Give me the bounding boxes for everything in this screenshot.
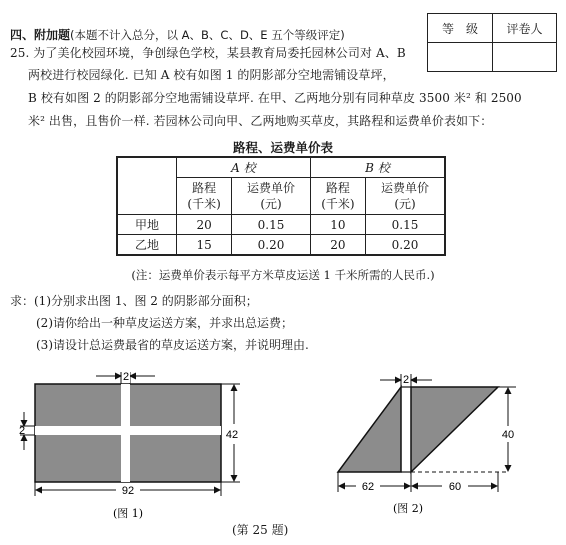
figure2-top-gap-label: 2	[402, 374, 410, 386]
question-3: (3)请设计总运费最省的草皮运送方案，并说明理由.	[36, 338, 309, 352]
row-place: 甲地	[117, 215, 177, 235]
table-corner	[117, 157, 177, 215]
figure1-width-label: 92	[121, 485, 135, 497]
cell-a-price: 0.15	[232, 215, 311, 235]
table-remark: (注：运费单价表示每平方米草皮运送 1 千米所需的人民币.)	[131, 268, 435, 282]
figure1-top-gap-label: 2	[122, 371, 130, 383]
a-distance-header	[177, 178, 232, 215]
figure2-left-lawn	[338, 387, 401, 472]
figure2-base-right-label: 60	[448, 481, 462, 493]
question-1: 求：(1)分别求出图 1、图 2 的阴影部分面积；	[10, 294, 258, 308]
school-a-header: A 校	[177, 157, 311, 178]
a-price-header	[232, 178, 311, 215]
cell-a-distance: 20	[177, 215, 232, 235]
grade-label: 等 级	[428, 14, 493, 43]
question-2: (2)请你给出一种草皮运送方案，并求出总运费；	[36, 316, 293, 330]
b-price-header	[366, 178, 445, 215]
section-title-text: 四、附加题	[10, 28, 71, 42]
figure1-horizontal-road	[35, 426, 221, 435]
section-title	[10, 26, 345, 43]
cell-b-price: 0.15	[366, 215, 445, 235]
grader-label: 评卷人	[492, 14, 556, 43]
price-table	[116, 156, 446, 256]
problem-line-4: 米² 出售，且售价一样. 若园林公司向甲、乙两地购买草皮，其路程和运费单价表如下：	[28, 114, 493, 128]
grader-cell[interactable]	[492, 43, 556, 72]
figure2-caption: (图 2)	[392, 502, 424, 515]
problem-number-title: (第 25 题)	[232, 523, 289, 537]
grade-cell[interactable]	[428, 43, 493, 72]
cell-b-price: 0.20	[366, 235, 445, 256]
figure-1	[0, 362, 260, 522]
problem-line-3: B 校有如图 2 的阴影部分空地需铺设草坪. 在甲、乙两地分别有同种草皮 3500 米² 和 2500	[28, 91, 522, 105]
cell-a-distance: 15	[177, 235, 232, 256]
figure2-base-left-label: 62	[361, 481, 375, 493]
section-note: (本题不计入总分，以 A、B、C、D、E 五个等级评定)	[70, 28, 345, 42]
figure-2	[318, 362, 548, 522]
school-b-header: B 校	[310, 157, 445, 178]
cell-b-distance: 10	[310, 215, 365, 235]
figure1-caption: (图 1)	[112, 507, 144, 520]
cell-a-price: 0.20	[232, 235, 311, 256]
figure1-height-label: 42	[225, 429, 239, 441]
figure1-left-gap-label: 2	[18, 425, 26, 437]
b-distance-label: 路程 (千米)	[321, 181, 355, 211]
table-row	[117, 215, 445, 235]
a-price-label: 运费单价 (元)	[247, 181, 296, 211]
grade-box	[427, 13, 557, 72]
a-distance-label: 路程 (千米)	[187, 181, 221, 211]
figure2-height-label: 40	[501, 429, 515, 441]
row-place: 乙地	[117, 235, 177, 256]
b-price-label: 运费单价 (元)	[381, 181, 430, 211]
b-distance-header	[310, 178, 365, 215]
table-caption: 路程、运费单价表	[232, 140, 333, 155]
table-row	[117, 235, 445, 256]
problem-line-2: 两校进行校园绿化. 已知 A 校有如图 1 的阴影部分空地需铺设草坪，	[28, 68, 395, 82]
problem-line-1: 25. 为了美化校园环境，争创绿色学校，某县教育局委托园林公司对 A、B	[10, 46, 406, 60]
cell-b-distance: 20	[310, 235, 365, 256]
figure2-right-lawn	[411, 387, 498, 472]
